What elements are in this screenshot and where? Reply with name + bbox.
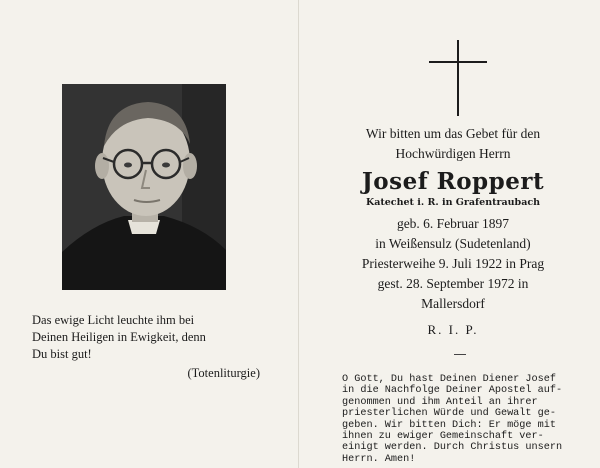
portrait-photo	[62, 84, 226, 290]
detail-line: Mallersdorf	[421, 296, 485, 311]
memorial-text	[320, 124, 586, 340]
prayer-line: O Gott, Du hast Deinen Diener Josef	[342, 374, 556, 385]
intro-line: Hochwürdigen Herrn	[395, 146, 511, 161]
prayer-line: in die Nachfolge Deiner Apostel auf-	[342, 385, 563, 397]
rip-text: R. I. P.	[427, 322, 479, 337]
deceased-name: Josef Roppert	[361, 168, 545, 195]
prayer-line: geben. Wir bitten Dich: Er möge mit	[342, 419, 556, 431]
quote-line: Du bist gut!	[32, 347, 92, 361]
prayer-line: genommen und ihm Anteil an ihrer	[342, 396, 538, 408]
deceased-title: Katechet i. R. in Grafentraubach	[365, 197, 541, 208]
prayer-line: priesterlichen Würde und Gewalt ge-	[342, 408, 556, 420]
quote-source: (Totenliturgie)	[187, 366, 260, 380]
intro-line: Wir bitten um das Gebet für den	[365, 126, 541, 141]
detail-line: Priesterweihe 9. Juli 1922 in Prag	[361, 256, 545, 271]
prayer-text	[342, 374, 578, 465]
prayer-line: Herrn. Amen!	[342, 453, 416, 465]
detail-line: in Weißensulz (Sudetenland)	[375, 236, 531, 251]
liturgy-quote	[32, 312, 264, 363]
quote-line: Deinen Heiligen in Ewigkeit, denn	[32, 330, 206, 344]
cross-icon	[429, 40, 487, 116]
detail-line: geb. 6. Februar 1897	[396, 216, 510, 231]
divider	[454, 354, 466, 355]
quote-line: Das ewige Licht leuchte ihm bei	[32, 313, 195, 327]
card-fold-line	[298, 0, 299, 468]
prayer-line: ihnen zu ewiger Gemeinschaft ver-	[342, 431, 544, 443]
prayer-line: einigt werden. Durch Christus unsern	[342, 442, 563, 454]
detail-line: gest. 28. September 1972 in	[377, 276, 529, 291]
